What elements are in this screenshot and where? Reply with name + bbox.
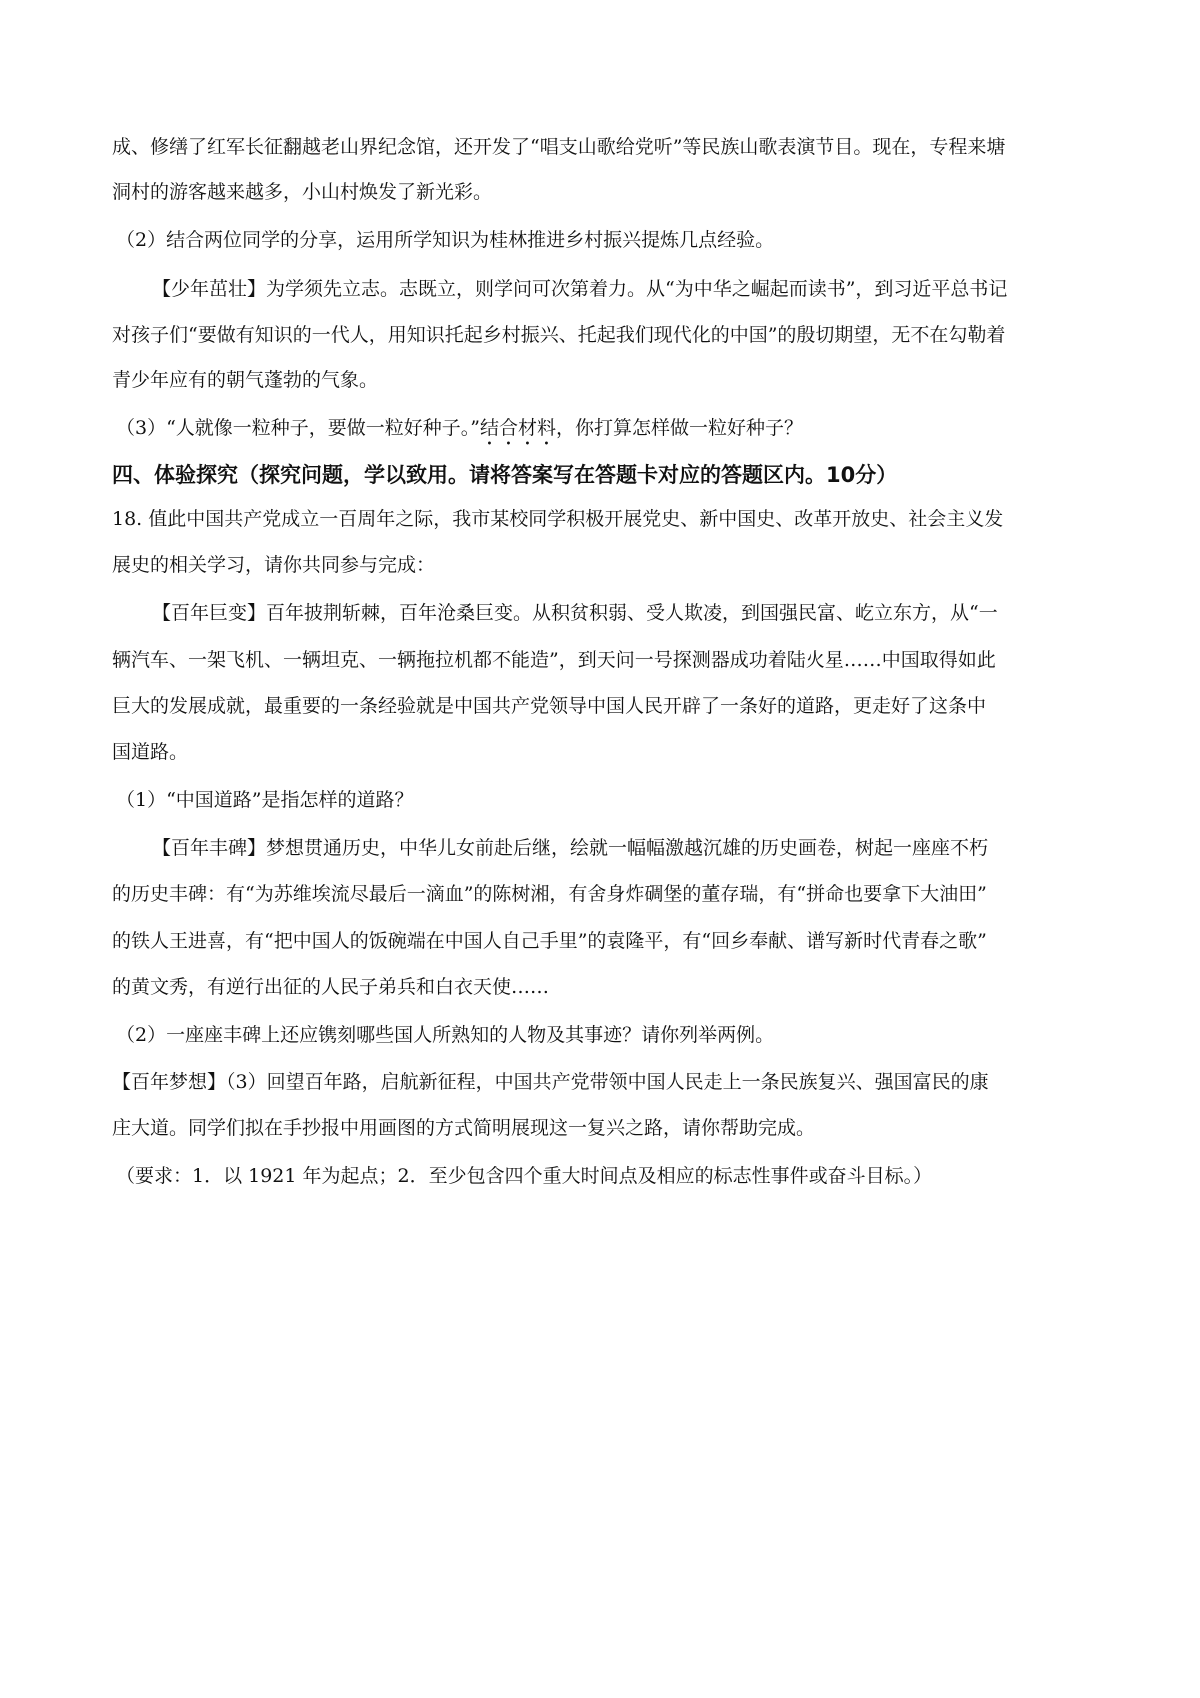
sub-question-1: （1）“中国道路”是指怎样的道路？ (116, 789, 414, 811)
youth-paragraph-line: 对孩子们“要做有知识的一代人，用知识托起乡村振兴、托起我们现代化的中国”的殷切期望，无不在勾勒着 (112, 324, 1006, 346)
question-2: （2）结合两位同学的分享，运用所学知识为桂林推进乡村振兴提炼几点经验。 (116, 229, 775, 251)
section-4-title: 四、体验探究（探究问题，学以致用。请将答案写在答题卡对应的答题区内。10分） (112, 463, 898, 487)
change-paragraph-line: 国道路。 (112, 741, 189, 763)
dream-paragraph-line: 【百年梦想】（3）回望百年路，启航新征程，中国共产党带领中国人民走上一条民族复兴、强国富民的康 (112, 1071, 989, 1093)
question-3-suffix: ，你打算怎样做一粒好种子？ (556, 417, 804, 439)
requirement-note: （要求：1．以 1921 年为起点；2．至少包含四个重大时间点及相应的标志性事件或奋斗目标。） (116, 1165, 933, 1187)
change-paragraph-line: 【百年巨变】百年披荆斩棘，百年沧桑巨变。从积贫积弱、受人欺凌，到国强民富、屹立东方，从“一 (152, 602, 998, 624)
change-paragraph-line: 巨大的发展成就，最重要的一条经验就是中国共产党领导中国人民开辟了一条好的道路，更走好了这条中 (112, 695, 987, 717)
monument-paragraph-line: 的铁人王进喜，有“把中国人的饭碗端在中国人自己手里”的袁隆平，有“回乡奉献、谱写新时代青春之歌” (112, 930, 987, 952)
youth-paragraph-line: 青少年应有的朝气蓬勃的气象。 (112, 369, 379, 391)
body-text-line: 洞村的游客越来越多，小山村焕发了新光彩。 (112, 181, 493, 203)
monument-paragraph-line: 【百年丰碑】梦想贯通历史，中华儿女前赴后继，绘就一幅幅激越沉雄的历史画卷，树起一座座不朽 (152, 837, 989, 859)
question-3-prefix: （3）“人就像一粒种子，要做一粒好种子。” (116, 417, 481, 439)
question-3 (116, 414, 803, 450)
body-text-line: 成、修缮了红军长征翻越老山界纪念馆，还开发了“唱支山歌给党听”等民族山歌表演节目。现在，专程来塘 (112, 136, 1006, 158)
youth-paragraph-line: 【少年茁壮】为学须先立志。志既立，则学问可次第着力。从“为中华之崛起而读书”，到习近平总书记 (152, 278, 1008, 300)
question-18-intro-line: 18. 值此中国共产党成立一百周年之际，我市某校同学积极开展党史、新中国史、改革开放史、社会主义发 (112, 508, 1004, 530)
change-paragraph-line: 辆汽车、一架飞机、一辆坦克、一辆拖拉机都不能造”，到天问一号探测器成功着陆火星……中国取得如此 (112, 649, 996, 671)
monument-paragraph-line: 的历史丰碑：有“为苏维埃流尽最后一滴血”的陈树湘，有舍身炸碉堡的董存瑞，有“拼命也要拿下大油田” (112, 883, 987, 905)
dream-paragraph-line: 庄大道。同学们拟在手抄报中用画图的方式简明展现这一复兴之路，请你帮助完成。 (112, 1117, 816, 1139)
question-3-emphasis: 结合材料 (480, 417, 557, 439)
question-18-intro-line: 展史的相关学习，请你共同参与完成： (112, 554, 436, 576)
monument-paragraph-line: 的黄文秀，有逆行出征的人民子弟兵和白衣天使…… (112, 976, 550, 998)
sub-question-2: （2）一座座丰碑上还应镌刻哪些国人所熟知的人物及其事迹？请你列举两例。 (116, 1024, 775, 1046)
